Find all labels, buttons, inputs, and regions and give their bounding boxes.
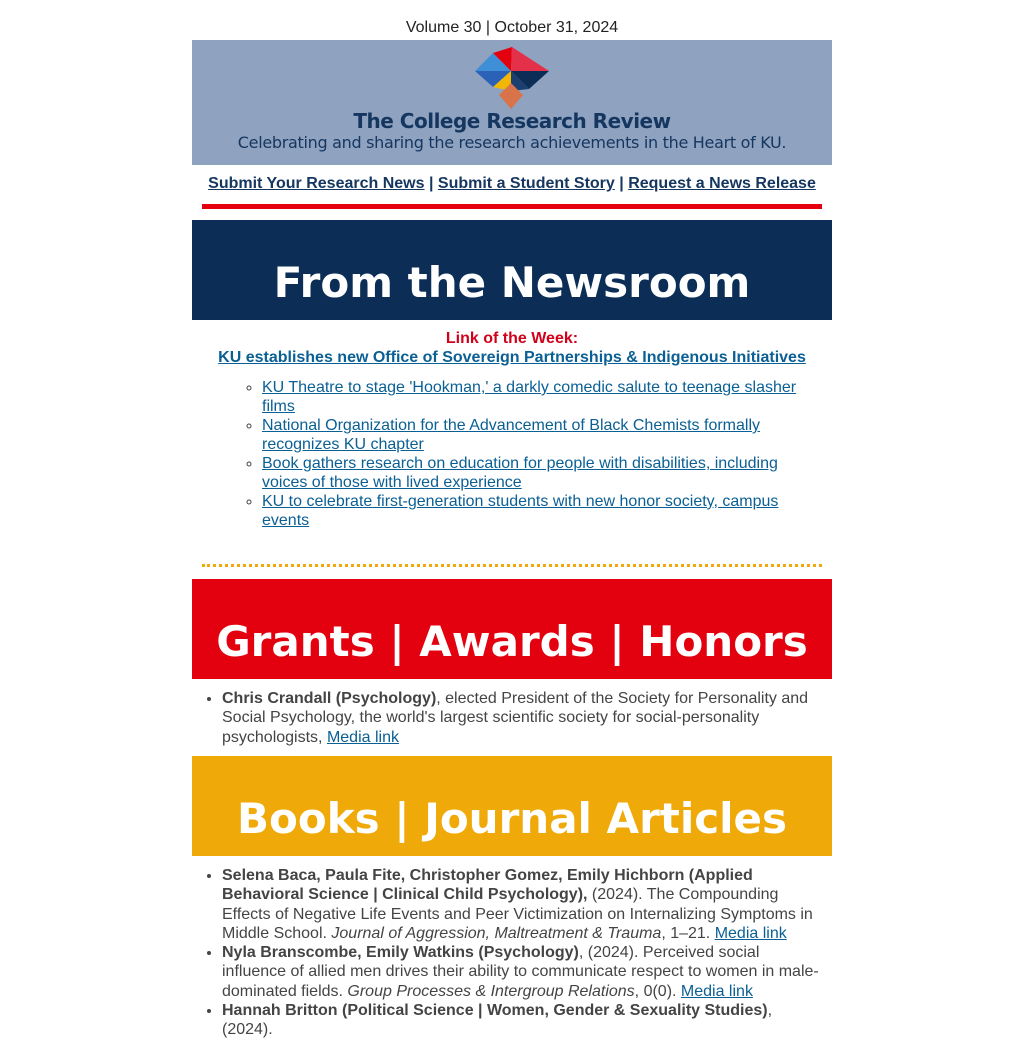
grants-list (222, 689, 822, 747)
citation-text: , (2024). (222, 1002, 773, 1039)
honoree-name: Chris Crandall (Psychology) (222, 690, 437, 707)
author-names: Selena Baca, Paula Fite, Christopher Gomez, Emily Hichborn (Applied Behavioral Science | Clinical Child Psychology), (222, 867, 753, 904)
author-names: Hannah Britton (Political Science | Women, Gender & Sexuality Studies) (222, 1002, 768, 1020)
citation-tail: , 1–21. (661, 924, 715, 942)
honor-text: , elected President of the Society for Personality and Social Psychology, the world's largest scientific society for social-personality psychologists, (222, 690, 809, 746)
media-link[interactable]: Media link (714, 924, 787, 942)
list-item (222, 689, 822, 747)
list-item (222, 943, 822, 1001)
list-item (262, 416, 807, 454)
books-list (222, 866, 822, 1040)
news-link[interactable]: KU Theatre to stage 'Hookman,' a darkly comedic salute to teenage slasher films (262, 379, 797, 415)
list-item (262, 454, 807, 492)
college-logo-icon (475, 47, 549, 111)
issue-volume-date: Volume 30 | October 31, 2024 (405, 19, 619, 36)
submit-student-story-link[interactable]: Submit a Student Story (437, 175, 615, 192)
list-item (262, 378, 807, 416)
dotted-divider (202, 564, 822, 567)
link-of-week (0, 349, 1024, 367)
divider (202, 204, 822, 209)
citation-text: , (2024). Perceived social influence of allied men drives their ability to communicate respect to women in male-dominated fields. (222, 944, 819, 1000)
citation-text: (2024). The Compounding Effects of Negative Life Events and Peer Victimization on Internalizing Symptoms in Middle School. (222, 886, 813, 942)
author-names: Nyla Branscombe, Emily Watkins (Psychology) (222, 944, 579, 962)
submit-research-news-link[interactable]: Submit Your Research News (208, 175, 425, 192)
newsroom-heading: From the Newsroom (192, 220, 832, 320)
media-link[interactable]: Media link (680, 982, 753, 1000)
newsroom-list (262, 378, 807, 530)
journal-name: Journal of Aggression, Maltreatment & Trauma (331, 924, 662, 942)
request-news-release-link[interactable]: Request a News Release (628, 175, 816, 192)
media-link[interactable]: Media link (326, 728, 399, 746)
link-of-week-link[interactable]: KU establishes new Office of Sovereign Partnerships & Indigenous Initiatives (218, 349, 806, 366)
citation-tail: , 0(0). (634, 982, 681, 1000)
list-item (222, 1001, 822, 1040)
link-separator: | (619, 175, 624, 192)
newsletter-title: The College Research Review (353, 109, 671, 133)
news-link[interactable]: National Organization for the Advancement of Black Chemists formally recognizes KU chapter (262, 417, 761, 453)
news-link[interactable]: Book gathers research on education for people with disabilities, including voices of those with lived experience (262, 455, 778, 491)
link-separator: | (428, 175, 434, 192)
news-link[interactable]: KU to celebrate first-generation students with new honor society, campus events (262, 493, 779, 529)
link-of-week-label: Link of the Week: (445, 330, 579, 347)
list-item (262, 492, 807, 530)
header-banner (192, 40, 832, 165)
newsletter-subtitle: Celebrating and sharing the research achievements in the Heart of KU. (237, 133, 787, 152)
list-item (222, 866, 822, 943)
books-heading: Books | Journal Articles (192, 756, 832, 856)
grants-heading: Grants | Awards | Honors (192, 579, 832, 679)
journal-name: Group Processes & Intergroup Relations (347, 982, 635, 1000)
top-links-bar (0, 175, 1024, 193)
